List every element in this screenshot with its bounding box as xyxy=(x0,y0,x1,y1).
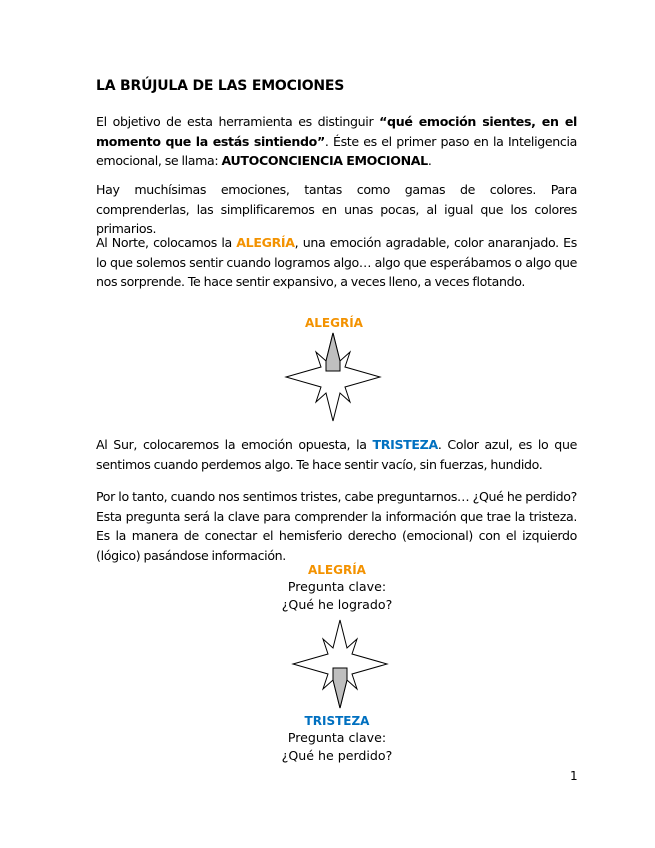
compass-north-label: ALEGRÍA xyxy=(308,563,366,577)
compass-north-line2: ¿Qué he logrado? xyxy=(281,597,393,612)
north-text-c: , una emoción agradable, color anaranjado. Es lo que solemos sentir cuando logramos algo… algo que esperábamos o algo que nos sorprende. Te hace sentir expansivo, a veces lleno, a veces flotando. xyxy=(96,235,577,289)
intro-text-e: . xyxy=(427,153,432,168)
star1-label: ALEGRÍA xyxy=(305,316,363,330)
page-title: LA BRÚJULA DE LAS EMOCIONES xyxy=(96,78,345,94)
page-number: 1 xyxy=(570,769,578,783)
north-point-fill xyxy=(326,333,340,371)
compass-south-line2: ¿Qué he perdido? xyxy=(281,748,393,763)
north-text-a: Al Norte, colocamos la xyxy=(96,235,237,250)
intro-concept: AUTOCONCIENCIA EMOCIONAL xyxy=(221,153,428,168)
intro-text-c: . Éste es el primer paso en la Inteligencia emocional, se llama: xyxy=(96,133,577,168)
compass-star-north xyxy=(277,329,389,425)
intro-text-a: El objetivo de esta herramienta es distinguir xyxy=(96,114,380,129)
south-text-c: . Color azul, es lo que sentimos cuando perdemos algo. Te hace sentir vacío, sin fuerzas, hundido. xyxy=(96,437,577,472)
north-paragraph xyxy=(96,233,577,292)
intro-key-question: “qué emoción sientes, en el momento que la estás sintiendo” xyxy=(96,114,577,149)
compass-north-line1: Pregunta clave: xyxy=(287,579,387,594)
south-emotion-word: TRISTEZA xyxy=(372,437,438,452)
south-text-a: Al Sur, colocaremos la emoción opuesta, la xyxy=(96,437,373,452)
compass-south-label: TRISTEZA xyxy=(304,714,370,728)
north-emotion-word: ALEGRÍA xyxy=(236,235,295,250)
compass-star-south xyxy=(284,616,396,712)
south-point-fill xyxy=(333,668,347,708)
south-paragraph xyxy=(96,435,577,474)
intro-paragraph xyxy=(96,112,577,171)
question-paragraph: Por lo tanto, cuando nos sentimos tristes, cabe preguntarnos… ¿Qué he perdido? Esta pregunta será la clave para comprender la información que trae la tristeza. Es la manera de conectar el hemisferio derecho (emocional) con el izquierdo (lógico) pasándose información. xyxy=(96,489,577,563)
compass-south-line1: Pregunta clave: xyxy=(287,730,387,745)
emotions-paragraph: Hay muchísimas emociones, tantas como gamas de colores. Para comprenderlas, las simplificaremos en unas pocas, al igual que los colores primarios. xyxy=(96,182,577,236)
